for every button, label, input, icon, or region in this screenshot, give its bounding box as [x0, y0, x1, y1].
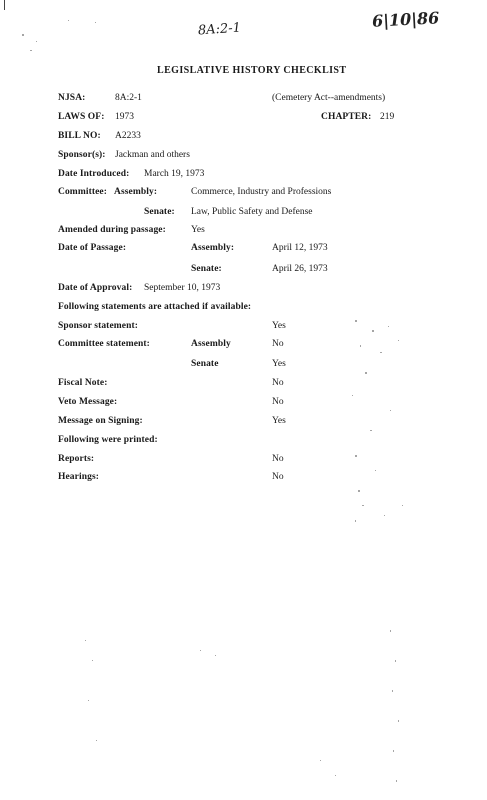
hearings-label: Hearings:: [58, 472, 100, 482]
signing-message-label: Message on Signing:: [58, 416, 143, 426]
chapter-label: CHAPTER:: [321, 112, 372, 122]
amended-value: Yes: [191, 225, 205, 235]
approval-label: Date of Approval:: [58, 283, 133, 293]
njsa-value: 8A:2-1: [115, 93, 142, 103]
veto-message-label: Veto Message:: [58, 397, 118, 407]
committee-statement-label: Committee statement:: [58, 339, 150, 349]
committee-senate-value: Law, Public Safety and Defense: [191, 207, 313, 217]
committee-assembly-value: Commerce, Industry and Professions: [191, 187, 332, 197]
passage-label: Date of Passage:: [58, 243, 127, 253]
reports-value: No: [272, 454, 284, 464]
sponsor-statement-value: Yes: [272, 321, 286, 331]
sponsor-statement-label: Sponsor statement:: [58, 321, 138, 331]
committee-statement-assembly-label: Assembly: [191, 339, 231, 349]
laws-value: 1973: [115, 112, 134, 122]
sponsor-label: Sponsor(s):: [58, 150, 106, 160]
laws-label: LAWS OF:: [58, 112, 105, 122]
fiscal-note-label: Fiscal Note:: [58, 378, 108, 388]
committee-statement-assembly-value: No: [272, 339, 284, 349]
page-edge-mark: [4, 0, 5, 10]
bill-value: A2233: [115, 131, 141, 141]
committee-senate-label: Senate:: [144, 207, 175, 217]
committee-assembly-label: Assembly:: [114, 187, 158, 197]
subject-text: (Cemetery Act--amendments): [272, 93, 386, 103]
passage-senate-value: April 26, 1973: [272, 264, 328, 274]
passage-assembly-value: April 12, 1973: [272, 243, 328, 253]
amended-label: Amended during passage:: [58, 225, 166, 235]
bill-label: BILL NO:: [58, 131, 101, 141]
njsa-label: NJSA:: [58, 93, 86, 103]
veto-message-value: No: [272, 397, 284, 407]
introduced-label: Date Introduced:: [58, 169, 130, 179]
committee-statement-senate-value: Yes: [272, 359, 286, 369]
passage-assembly-label: Assembly:: [191, 243, 235, 253]
committee-statement-senate-label: Senate: [191, 359, 219, 369]
passage-senate-label: Senate:: [191, 264, 222, 274]
committee-label: Committee:: [58, 187, 108, 197]
page-title: LEGISLATIVE HISTORY CHECKLIST: [157, 65, 347, 76]
chapter-value: 219: [380, 112, 395, 122]
statements-heading: Following statements are attached if available:: [58, 302, 252, 312]
signing-message-value: Yes: [272, 416, 286, 426]
introduced-value: March 19, 1973: [144, 169, 205, 179]
hearings-value: No: [272, 472, 284, 482]
sponsor-value: Jackman and others: [115, 150, 190, 160]
approval-value: September 10, 1973: [144, 283, 221, 293]
reports-label: Reports:: [58, 454, 95, 464]
fiscal-note-value: No: [272, 378, 284, 388]
printed-heading: Following were printed:: [58, 435, 158, 445]
handwritten-code: 8A:2-1: [197, 20, 242, 39]
handwritten-date: 6|10|86: [371, 8, 440, 31]
